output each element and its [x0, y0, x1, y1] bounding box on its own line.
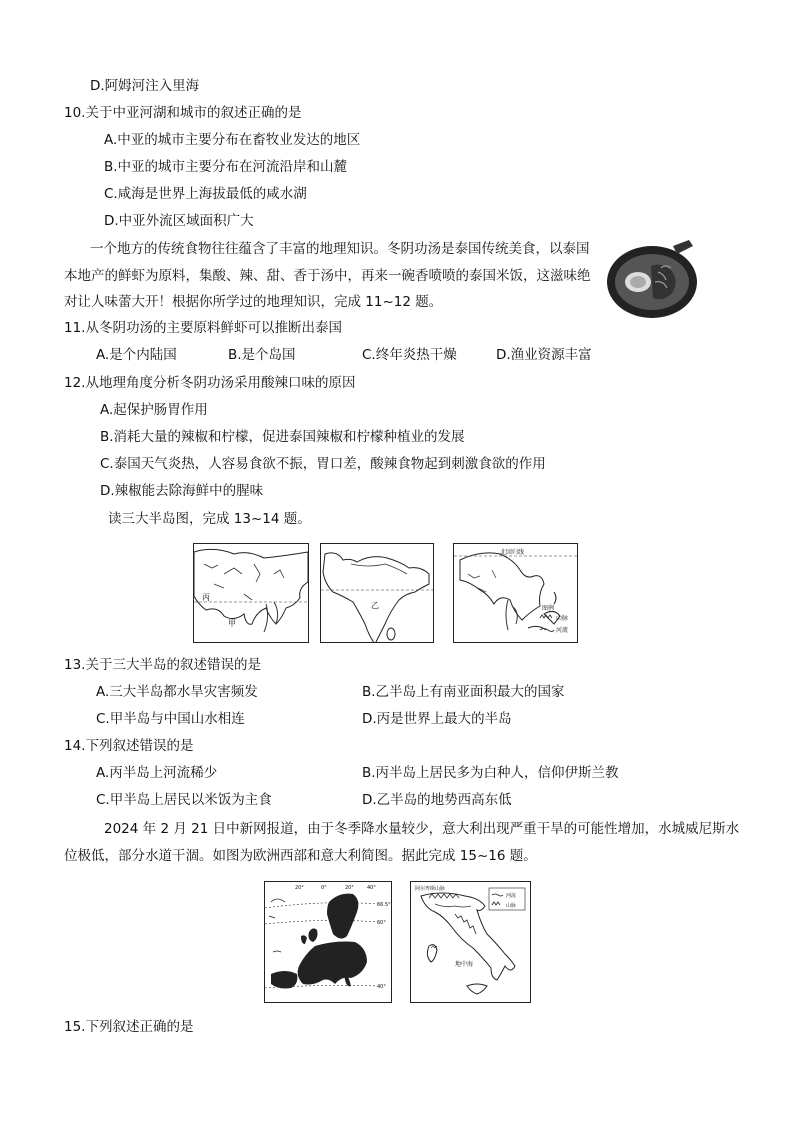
legend-it-river: 河流 — [506, 893, 517, 899]
food-intro-paragraph: 一个地方的传统食物往往蕴含了丰富的地理知识。冬阴功汤是泰国传统美食，以泰国本地产的鲜虾为原料，集酸、辣、甜、香于汤中，再来一碗香喷喷的泰国米饭，这滋味绝对让人味蕾大开！根据你所学过的地理知识，完成 11~12 题。 — [64, 241, 591, 310]
legend-mountain: 山脉 — [556, 615, 569, 622]
legend-river: 河流 — [556, 627, 569, 634]
label-jia: 甲 — [228, 619, 236, 628]
q12-option-a: A.起保护肠胃作用 — [100, 402, 208, 418]
q11-option-a: A.是个内陆国 — [96, 347, 177, 363]
q11-option-d: D.渔业资源丰富 — [496, 347, 592, 363]
question-10: 10.关于中亚河湖和城市的叙述正确的是 — [64, 105, 302, 121]
q12-option-d: D.辣椒能去除海鲜中的腥味 — [100, 483, 264, 499]
q13-option-d: D.丙是世界上最大的半岛 — [362, 711, 512, 727]
map-indochina-peninsula — [193, 543, 309, 643]
question-14: 14.下列叙述错误的是 — [64, 738, 194, 754]
question-12: 12.从地理角度分析冬阴功汤采用酸辣口味的原因 — [64, 375, 356, 391]
legend-it-mountain: 山脉 — [506, 903, 517, 909]
map-western-europe — [264, 881, 392, 1003]
lon-20e: 20° — [345, 885, 354, 891]
q10-option-d: D.中亚外流区域面积广大 — [104, 213, 254, 229]
label-yi: 乙 — [371, 601, 379, 610]
q11-option-b: B.是个岛国 — [228, 347, 296, 363]
italy-intro-paragraph: 2024 年 2 月 21 日中新网报道，由于冬季降水量较少，意大利出现严重干旱的可能性增加，水城威尼斯水位极低，部分水道干涸。如图为欧洲西部和意大利简图。据此完成 15~16 题。 — [64, 821, 740, 864]
q14-option-a: A.丙半岛上河流稀少 — [96, 765, 218, 781]
lat-60: 60° — [377, 920, 386, 926]
peninsula-intro: 读三大半岛图，完成 13~14 题。 — [108, 511, 311, 527]
q9-option-d: D.阿姆河注入里海 — [90, 78, 200, 94]
q14-option-b: B.丙半岛上居民多为白种人，信仰伊斯兰教 — [362, 765, 619, 781]
label-alps: 阿尔卑斯山脉 — [415, 886, 446, 892]
q10-option-a: A.中亚的城市主要分布在畜牧业发达的地区 — [104, 132, 361, 148]
q12-option-b: B.消耗大量的辣椒和柠檬，促进泰国辣椒和柠檬种植业的发展 — [100, 429, 465, 445]
label-bing: 丙 — [202, 593, 210, 602]
q13-option-b: B.乙半岛上有南亚面积最大的国家 — [362, 684, 565, 700]
lat-40: 40° — [377, 984, 386, 990]
q11-option-c: C.终年炎热干燥 — [362, 347, 457, 363]
q13-option-c: C.甲半岛与中国山水相连 — [96, 711, 245, 727]
lon-40e: 40° — [367, 885, 376, 891]
label-mediterranean: 地中海 — [455, 961, 474, 968]
label-tropic: 北回归线 — [500, 549, 525, 556]
map-india-peninsula — [320, 543, 434, 643]
q10-option-c: C.咸海是世界上海拔最低的咸水湖 — [104, 186, 307, 202]
lon-0: 0° — [321, 885, 327, 891]
q12-option-c: C.泰国天气炎热，人容易食欲不振，胃口差，酸辣食物起到刺激食欲的作用 — [100, 456, 546, 472]
map-southeast-asia — [453, 543, 578, 643]
question-11: 11.从冬阴功汤的主要原料鲜虾可以推断出泰国 — [64, 320, 342, 336]
legend-title: 图例 — [542, 605, 555, 612]
tom-yum-photo — [603, 238, 698, 324]
q14-option-d: D.乙半岛的地势西高东低 — [362, 792, 512, 808]
lat-66-5: 66.5° — [377, 902, 391, 908]
map-italy — [410, 881, 531, 1003]
lon-20w: 20° — [295, 885, 304, 891]
q13-option-a: A.三大半岛都水旱灾害频发 — [96, 684, 258, 700]
question-13: 13.关于三大半岛的叙述错误的是 — [64, 657, 261, 673]
q10-option-b: B.中亚的城市主要分布在河流沿岸和山麓 — [104, 159, 348, 175]
question-15: 15.下列叙述正确的是 — [64, 1019, 194, 1035]
q14-option-c: C.甲半岛上居民以米饭为主食 — [96, 792, 272, 808]
